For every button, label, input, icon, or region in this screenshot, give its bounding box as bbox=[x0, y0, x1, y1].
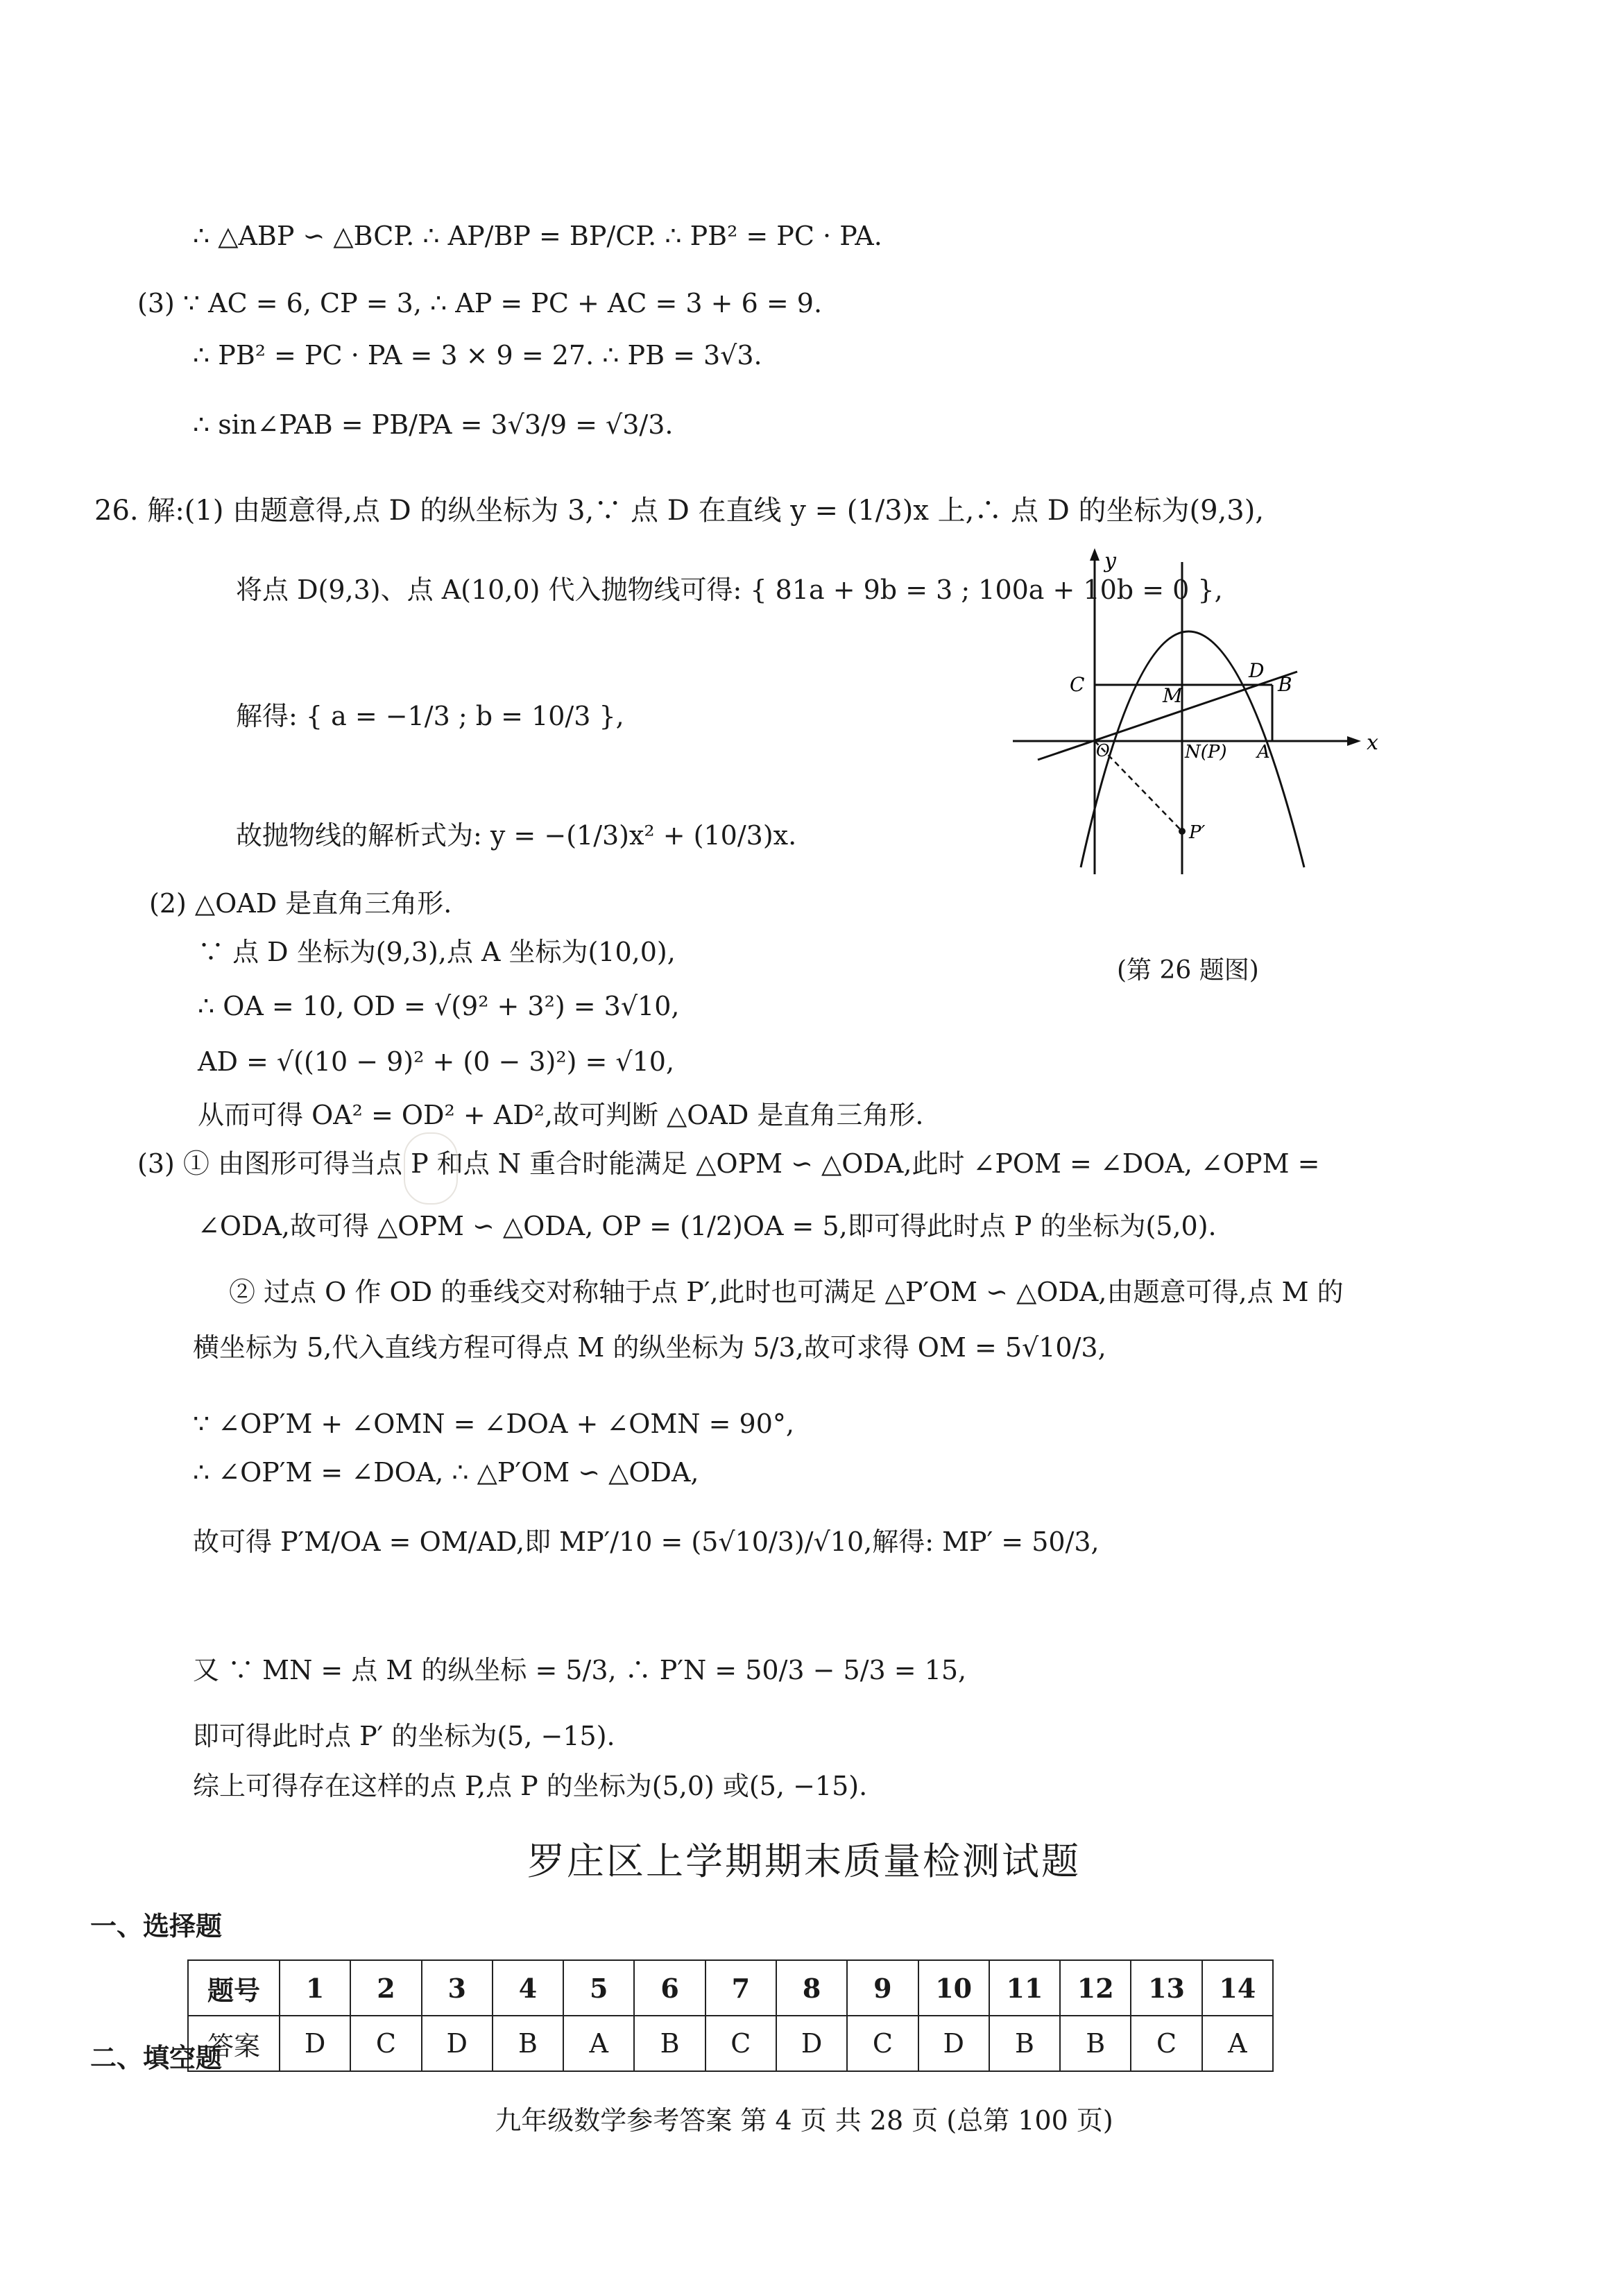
line-conclusion: 综上可得存在这样的点 P,点 P 的坐标为(5,0) 或(5, −15). bbox=[193, 1771, 868, 1801]
table-row bbox=[188, 2016, 1273, 2071]
answer-cell: B bbox=[634, 2016, 705, 2071]
label-d: D bbox=[1249, 659, 1265, 682]
watermark-stamp bbox=[404, 1132, 458, 1205]
num-cell: 5 bbox=[563, 1960, 634, 2016]
line-parabola: 故抛物线的解析式为: y = −(1/3)x² + (10/3)x. bbox=[236, 820, 797, 851]
line-mn: 又 ∵ MN = 点 M 的纵坐标 = 5/3, ∴ P′N = 50/3 − 5/3 = 15, bbox=[193, 1655, 967, 1685]
answer-cell: B bbox=[493, 2016, 563, 2071]
num-cell: 7 bbox=[705, 1960, 776, 2016]
num-cell: 13 bbox=[1131, 1960, 1201, 2016]
answer-cell: D bbox=[280, 2016, 350, 2071]
line-similarity: ∴ △ABP ∽ △BCP. ∴ AP/BP = BP/CP. ∴ PB² = PC · PA. bbox=[193, 221, 882, 251]
num-cell: 14 bbox=[1202, 1960, 1273, 2016]
answer-cell: D bbox=[776, 2016, 847, 2071]
line-sin: ∴ sin∠PAB = PB/PA = 3√3/9 = √3/3. bbox=[193, 409, 674, 440]
answer-cell: C bbox=[350, 2016, 421, 2071]
label-x: x bbox=[1367, 731, 1378, 755]
num-cell: 1 bbox=[280, 1960, 350, 2016]
section-fill: 二、填空题 bbox=[90, 2042, 223, 2073]
section-title: 罗庄区上学期期末质量检测试题 bbox=[527, 1839, 1081, 1883]
y-axis-arrow bbox=[1090, 548, 1100, 561]
line-pb: ∴ PB² = PC · PA = 3 × 9 = 27. ∴ PB = 3√3. bbox=[193, 340, 762, 371]
line-part3-1: (3) ① 由图形可得当点 P 和点 N 重合时能满足 △OPM ∽ △ODA,此时 ∠POM = ∠DOA, ∠OPM = bbox=[137, 1148, 1320, 1179]
line-right-triangle: 从而可得 OA² = OD² + AD²,故可判断 △OAD 是直角三角形. bbox=[198, 1100, 924, 1130]
answer-cell: A bbox=[1202, 2016, 1273, 2071]
figure-caption: (第 26 题图) bbox=[1117, 956, 1259, 985]
answer-cell: C bbox=[847, 2016, 918, 2071]
label-p-prime: P′ bbox=[1189, 822, 1206, 843]
answer-cell: D bbox=[918, 2016, 989, 2071]
num-cell: 4 bbox=[493, 1960, 563, 2016]
num-cell: 3 bbox=[422, 1960, 493, 2016]
line-part3-1b: ∠ODA,故可得 △OPM ∽ △ODA, OP = (1/2)OA = 5,即可得此时点 P 的坐标为(5,0). bbox=[198, 1211, 1217, 1241]
line-angle-sum: ∵ ∠OP′M + ∠OMN = ∠DOA + ∠OMN = 90°, bbox=[193, 1409, 794, 1439]
line-part2: (2) △OAD 是直角三角形. bbox=[149, 888, 452, 919]
num-cell: 8 bbox=[776, 1960, 847, 2016]
line-part3: (3) ∵ AC = 6, CP = 3, ∴ AP = PC + AC = 3 + 6 = 9. bbox=[137, 288, 823, 318]
label-m: M bbox=[1163, 684, 1183, 707]
answer-label: 答案 bbox=[188, 2016, 280, 2071]
line-oa-od: ∴ OA = 10, OD = √(9² + 3²) = 3√10, bbox=[198, 991, 680, 1021]
num-cell: 9 bbox=[847, 1960, 918, 2016]
line-ad: AD = √((10 − 9)² + (0 − 3)²) = √10, bbox=[198, 1046, 675, 1077]
num-cell: 2 bbox=[350, 1960, 421, 2016]
page-footer: 九年级数学参考答案 第 4 页 共 28 页 (总第 100 页) bbox=[495, 2105, 1113, 2136]
num-cell: 11 bbox=[989, 1960, 1060, 2016]
line-ratio: 故可得 P′M/OA = OM/AD,即 MP′/10 = (5√10/3)/√10,解得: MP′ = 50/3, bbox=[193, 1527, 1100, 1557]
answer-cell: C bbox=[705, 2016, 776, 2071]
line-part3-2: ② 过点 O 作 OD 的垂线交对称轴于点 P′,此时也可满足 △P′OM ∽ △ODA,由题意可得,点 M 的 bbox=[229, 1277, 1344, 1307]
answer-cell: A bbox=[563, 2016, 634, 2071]
line-coords: ∵ 点 D 坐标为(9,3),点 A 坐标为(10,0), bbox=[198, 937, 676, 967]
answer-cell: B bbox=[989, 2016, 1060, 2071]
figure-26 bbox=[1006, 548, 1394, 881]
answer-cell: D bbox=[422, 2016, 493, 2071]
num-cell: 6 bbox=[634, 1960, 705, 2016]
line-part3-2b: 横坐标为 5,代入直线方程可得点 M 的纵坐标为 5/3,故可求得 OM = 5√10/3, bbox=[193, 1332, 1106, 1363]
line-p-prime: 即可得此时点 P′ 的坐标为(5, −15). bbox=[193, 1721, 615, 1751]
line-substitute: 将点 D(9,3)、点 A(10,0) 代入抛物线可得: { 81a + 9b = 3 ; 100a + 10b = 0 }, bbox=[236, 575, 1223, 605]
label-o: O bbox=[1096, 741, 1110, 760]
answer-cell: C bbox=[1131, 2016, 1201, 2071]
label-b: B bbox=[1278, 673, 1292, 696]
label-n: N(P) bbox=[1185, 742, 1227, 763]
answer-cell: B bbox=[1060, 2016, 1131, 2071]
num-cell: 12 bbox=[1060, 1960, 1131, 2016]
header-label: 题号 bbox=[188, 1960, 280, 2016]
answer-table bbox=[187, 1959, 1274, 2072]
x-axis-arrow bbox=[1347, 736, 1361, 746]
table-row bbox=[188, 1960, 1273, 2016]
line-solve: 解得: { a = −1/3 ; b = 10/3 }, bbox=[236, 701, 624, 731]
label-c: C bbox=[1070, 673, 1085, 696]
label-a: A bbox=[1257, 742, 1270, 763]
line-q26: 26. 解:(1) 由题意得,点 D 的纵坐标为 3,∵ 点 D 在直线 y = (1/3)x 上,∴ 点 D 的坐标为(9,3), bbox=[94, 495, 1265, 527]
section-choice: 一、选择题 bbox=[90, 1910, 223, 1941]
label-y: y bbox=[1104, 549, 1116, 573]
num-cell: 10 bbox=[918, 1960, 989, 2016]
point-p-prime bbox=[1179, 828, 1186, 835]
line-angle-eq: ∴ ∠OP′M = ∠DOA, ∴ △P′OM ∽ △ODA, bbox=[193, 1457, 699, 1488]
